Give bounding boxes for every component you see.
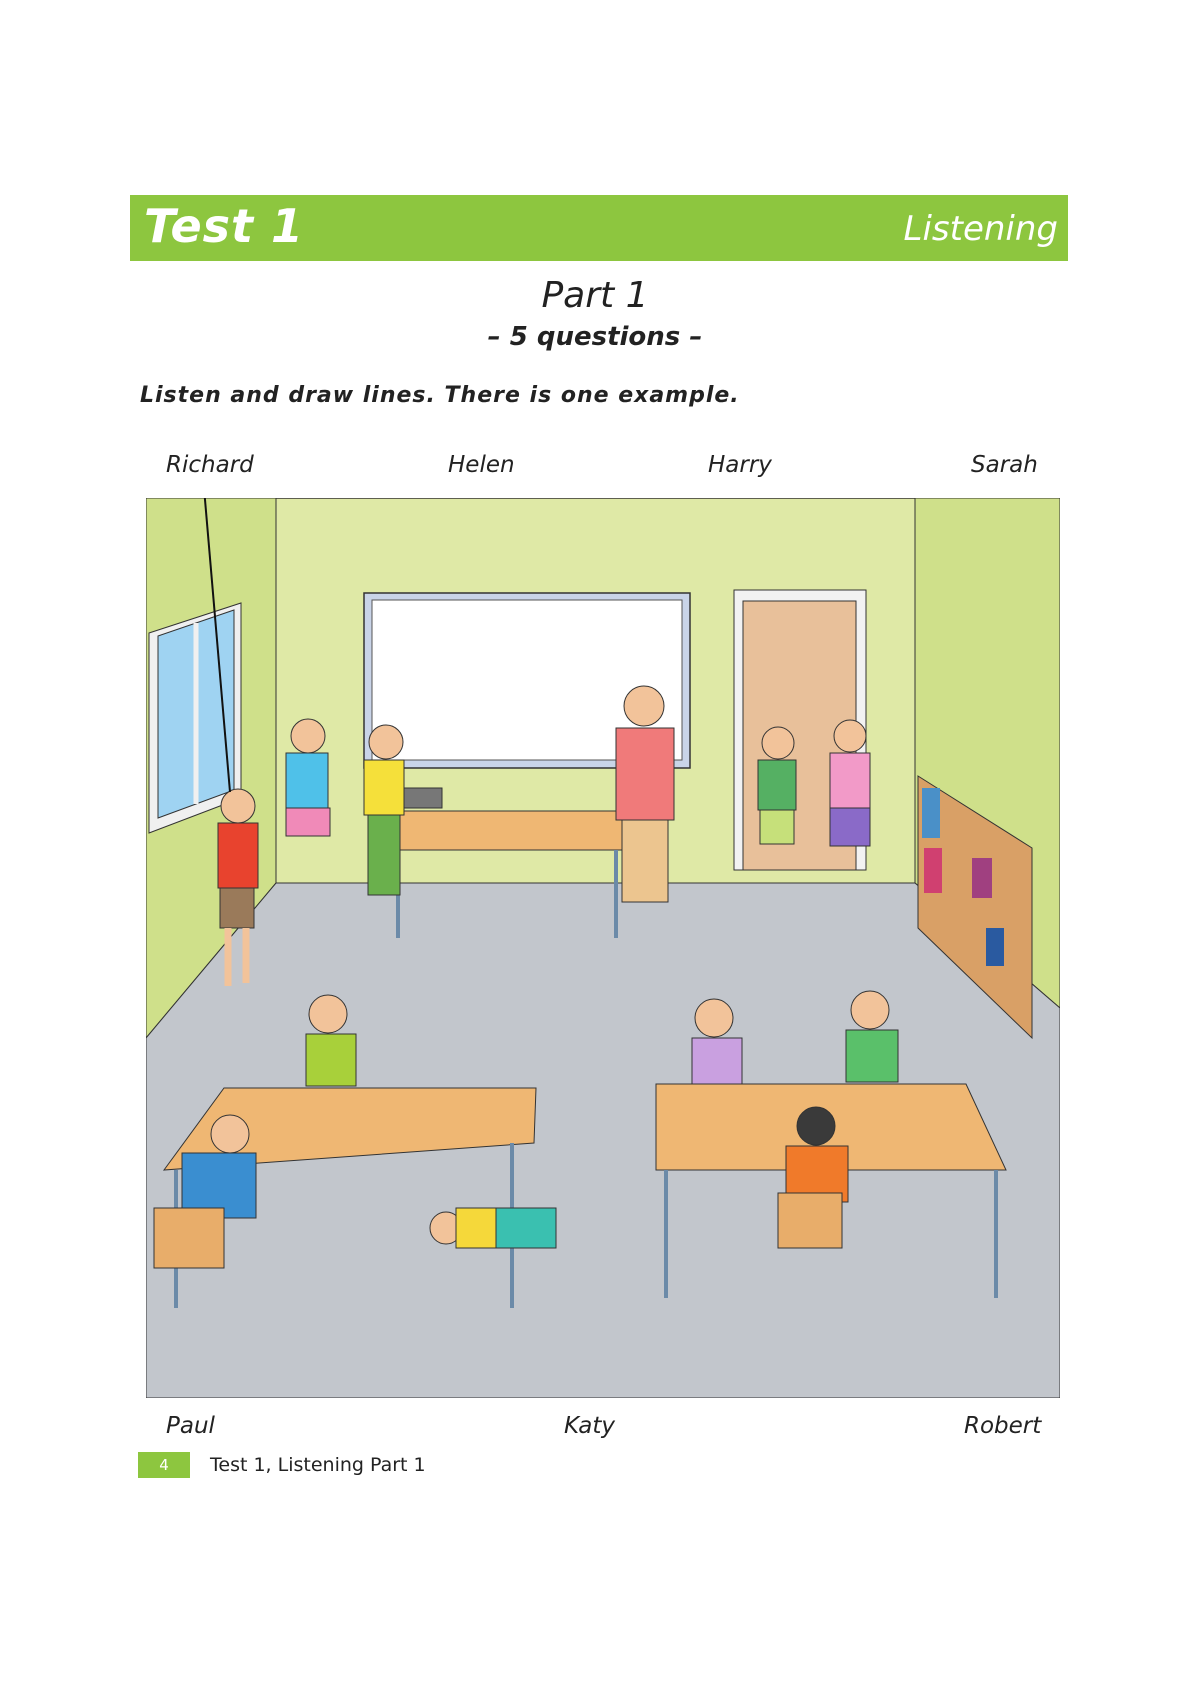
instruction-text: Listen and draw lines. There is one example. — [140, 383, 740, 408]
name-helen[interactable]: Helen — [448, 452, 515, 478]
section-label: Listening — [903, 209, 1058, 249]
test-title: Test 1 — [144, 199, 305, 253]
classroom-illustration — [146, 498, 1060, 1398]
name-richard[interactable]: Richard — [166, 452, 254, 478]
name-sarah[interactable]: Sarah — [971, 452, 1038, 478]
part-subtitle: – 5 questions – — [487, 322, 703, 352]
classroom-picture — [146, 498, 1060, 1398]
header-bar — [130, 195, 1068, 261]
page-number: 4 — [138, 1452, 190, 1478]
name-katy[interactable]: Katy — [564, 1413, 615, 1439]
name-paul[interactable]: Paul — [166, 1413, 215, 1439]
name-robert[interactable]: Robert — [964, 1413, 1042, 1439]
name-harry[interactable]: Harry — [708, 452, 772, 478]
footer-caption: Test 1, Listening Part 1 — [210, 1454, 426, 1476]
part-title: Part 1 — [541, 275, 649, 316]
